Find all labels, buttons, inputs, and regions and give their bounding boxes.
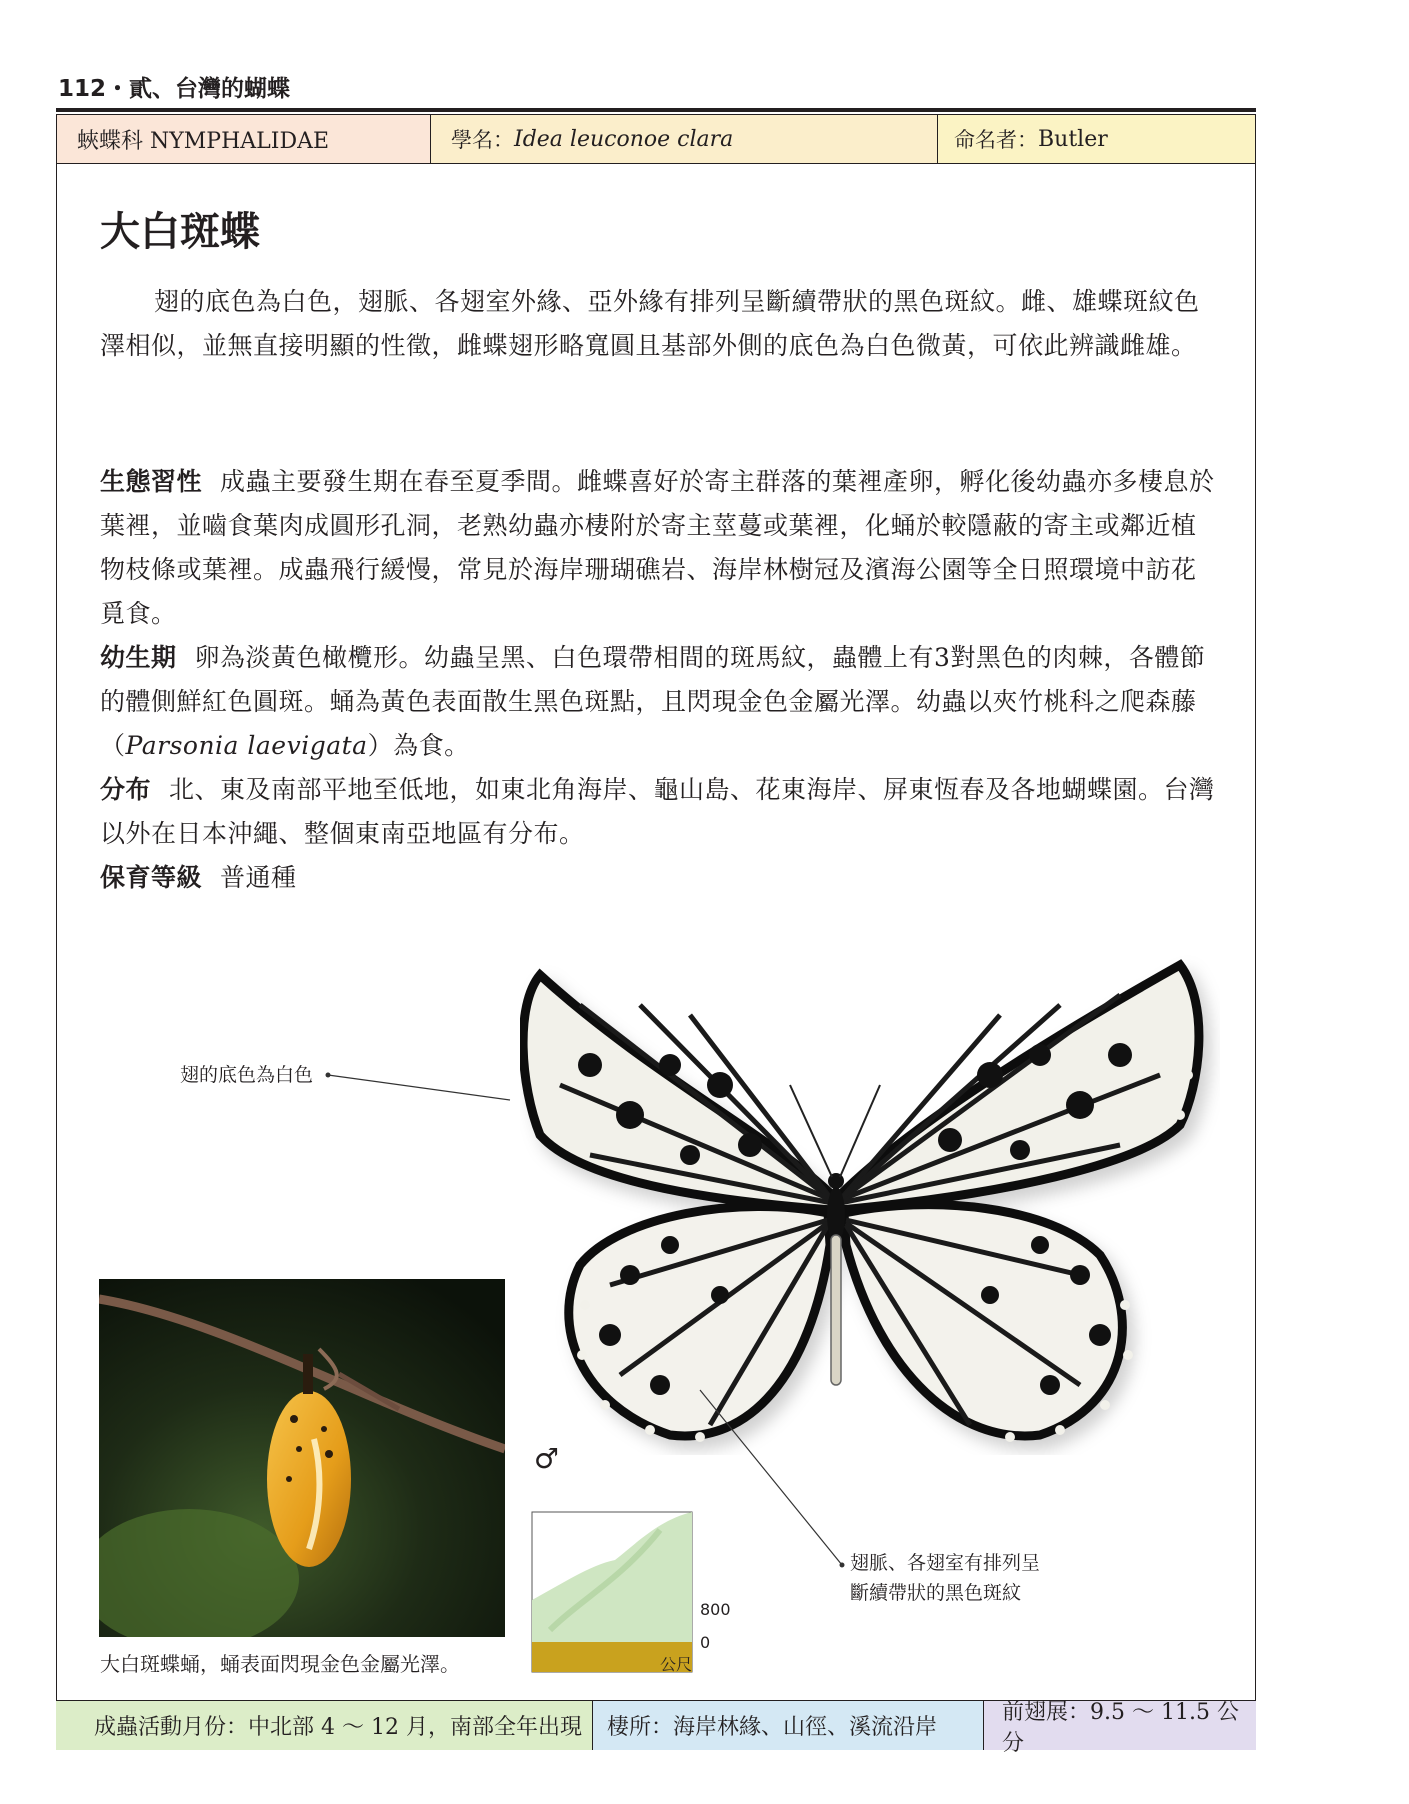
running-header: 112・貳、台灣的蝴蝶	[58, 76, 291, 102]
callout-wing-color	[180, 1060, 313, 1090]
altitude-tick-800: 800	[700, 1600, 731, 1619]
butterfly-specimen-image	[520, 945, 1220, 1455]
distribution-label: 分布	[100, 775, 152, 804]
intro-paragraph: 翅的底色為白色，翅脈、各翅室外緣、亞外緣有排列呈斷續帶狀的黑色斑紋。雌、雄蝶斑紋色澤相似，並無直接明顯的性徵，雌蝶翅形略寬圓且基部外側的底色為白色微黃，可依此辨識雌雄。	[100, 287, 1200, 360]
larva-text-1: 卵為淡黃色橄欖形。幼蟲呈黑、白色環帶相間的斑馬紋，蟲體上有3對黑色的肉棘，各體節的體側鮮紅色圓斑。蛹為黃色表面散生黑色斑點，且閃現金色金屬光澤。幼蟲以夾竹桃科之爬森藤（	[100, 643, 1206, 760]
callout-veins	[850, 1548, 1040, 1608]
photo-caption: 大白斑蝶蛹，蛹表面閃現金色金屬光澤。	[100, 1652, 460, 1676]
author-cell	[938, 115, 1255, 163]
sections	[100, 460, 1215, 900]
conservation-section	[100, 856, 1215, 900]
conservation-text: 普通種	[220, 863, 297, 892]
distribution-section	[100, 768, 1215, 856]
altitude-unit: 公尺	[660, 1655, 693, 1674]
larva-section	[100, 636, 1215, 768]
callout-veins-line1: 翅脈、各翅室有排列呈	[850, 1552, 1041, 1574]
scientific-name-cell	[431, 115, 938, 163]
author-label: 命名者：	[954, 128, 1038, 152]
species-title: 大白斑蝶	[100, 209, 260, 255]
scientific-name: Idea leuconoe clara	[514, 126, 734, 152]
larva-text-2: ）為食。	[367, 731, 470, 760]
footer-bar	[56, 1699, 1256, 1756]
active-months: 成蟲活動月份：中北部 4 ～ 12 月，南部全年出現	[56, 1701, 593, 1750]
altitude-tick-0: 0	[700, 1633, 711, 1652]
author-name: Butler	[1038, 126, 1108, 152]
pupa-photo	[99, 1279, 505, 1637]
larva-label: 幼生期	[100, 643, 177, 672]
distribution-text: 北、東及南部平地至低地，如東北角海岸、龜山島、花東海岸、屏東恆春及各地蝴蝶園。台灣以外在日本沖繩、整個東南亞地區有分布。	[100, 775, 1215, 848]
scientific-name-label: 學名：	[451, 128, 514, 152]
male-symbol: ♂	[534, 1442, 560, 1475]
host-plant-species: Parsonia laevigata	[125, 731, 368, 760]
ecology-text: 成蟲主要發生期在春至夏季間。雌蝶喜好於寄主群落的葉裡產卵，孵化後幼蟲亦多棲息於葉裡，並嚙食葉肉成圓形孔洞，老熟幼蟲亦棲附於寄主莖蔓或葉裡，化蛹於較隱蔽的寄主或鄰近植物枝條或葉裡。成蟲飛行緩慢，常見於海岸珊瑚礁岩、海岸林樹冠及濱海公園等全日照環境中訪花覓食。	[100, 467, 1215, 628]
conservation-label: 保育等級	[100, 863, 203, 892]
header-rule	[56, 108, 1256, 112]
callout-veins-line2: 斷續帶狀的黑色斑紋	[850, 1582, 1022, 1604]
callout-wing-color-text: 翅的底色為白色	[180, 1064, 314, 1086]
ecology-label: 生態習性	[100, 467, 203, 496]
habitat: 棲所：海岸林緣、山徑、溪流沿岸	[593, 1701, 984, 1750]
wingspan: 前翅展：9.5 ～ 11.5 公分	[984, 1701, 1256, 1750]
family-cell: 蛺蝶科 NYMPHALIDAE	[57, 115, 431, 163]
taxonomy-bar	[56, 114, 1256, 164]
ecology-section	[100, 460, 1215, 636]
